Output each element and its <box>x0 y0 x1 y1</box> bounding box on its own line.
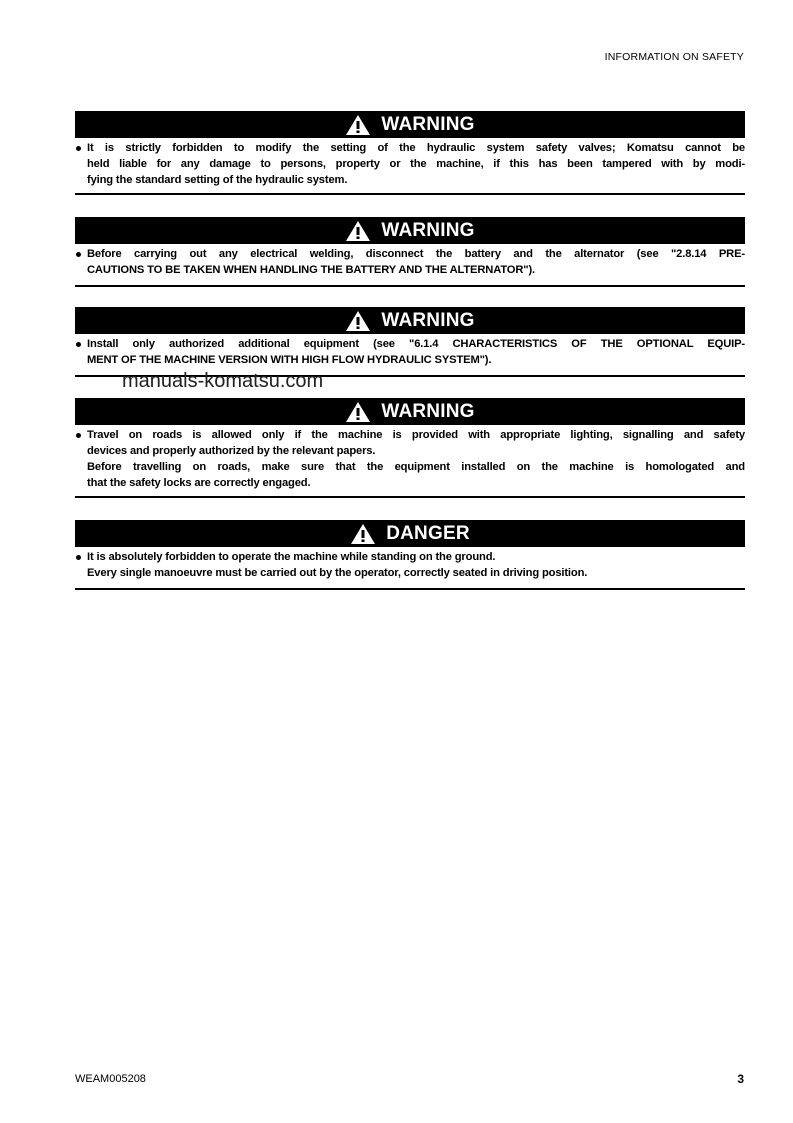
text-line: CAUTIONS TO BE TAKEN WHEN HANDLING THE BATTERY AND THE ALTERNATOR"). <box>87 264 535 276</box>
text-line: MENT OF THE MACHINE VERSION WITH HIGH FLOW HYDRAULIC SYSTEM"). <box>87 354 492 366</box>
text-line: It is absolutely forbidden to operate the machine while standing on the ground. <box>87 551 496 563</box>
warning-notice <box>75 307 745 368</box>
danger-banner <box>75 520 745 547</box>
banner-title: WARNING <box>381 113 475 135</box>
text-line: Install only authorized additional equipment (see "6.1.4 CHARACTERISTICS OF THE OPTIONAL EQUIP- <box>87 338 745 350</box>
divider <box>75 588 745 590</box>
text-line: Travel on roads is allowed only if the machine is provided with appropriate lighting, signalling and safety <box>87 429 745 441</box>
divider <box>75 285 745 287</box>
text-line: that the safety locks are correctly engaged. <box>87 477 311 489</box>
text-line: held liable for any damage to persons, property or the machine, if this has been tampered with by modi- <box>87 158 745 170</box>
bullet-icon <box>76 555 81 560</box>
warning-triangle-icon <box>345 220 371 242</box>
bullet-icon <box>76 146 81 151</box>
banner-title: WARNING <box>381 219 475 241</box>
divider <box>75 496 745 498</box>
banner-title: WARNING <box>381 400 475 422</box>
watermark: manuals-komatsu.com <box>122 370 324 392</box>
warning-banner <box>75 398 745 425</box>
bullet-icon <box>76 252 81 257</box>
divider <box>75 193 745 195</box>
banner-title: WARNING <box>381 309 475 331</box>
bullet-icon <box>76 342 81 347</box>
warning-triangle-icon <box>345 401 371 423</box>
banner-title: DANGER <box>386 522 470 544</box>
running-header: INFORMATION ON SAFETY <box>604 51 744 63</box>
warning-banner <box>75 111 745 138</box>
warning-notice <box>75 111 745 188</box>
warning-triangle-icon <box>345 310 371 332</box>
warning-triangle-icon <box>350 523 376 545</box>
text-line: Before carrying out any electrical welding, disconnect the battery and the alternator (see "2.8.14 PRE- <box>87 248 745 260</box>
text-line: It is strictly forbidden to modify the setting of the hydraulic system safety valves; Komatsu cannot be <box>87 142 745 154</box>
warning-banner <box>75 217 745 244</box>
danger-notice <box>75 520 745 581</box>
warning-banner <box>75 307 745 334</box>
text-line: Before travelling on roads, make sure that the equipment installed on the machine is homologated and <box>87 461 745 473</box>
warning-triangle-icon <box>345 114 371 136</box>
bullet-icon <box>76 433 81 438</box>
document-code: WEAM005208 <box>75 1073 146 1085</box>
warning-notice <box>75 217 745 278</box>
warning-notice <box>75 398 745 491</box>
page-number: 3 <box>737 1072 744 1086</box>
text-line: devices and properly authorized by the relevant papers. <box>87 445 376 457</box>
text-line: fying the standard setting of the hydraulic system. <box>87 174 348 186</box>
text-line: Every single manoeuvre must be carried out by the operator, correctly seated in driving position. <box>87 567 588 579</box>
